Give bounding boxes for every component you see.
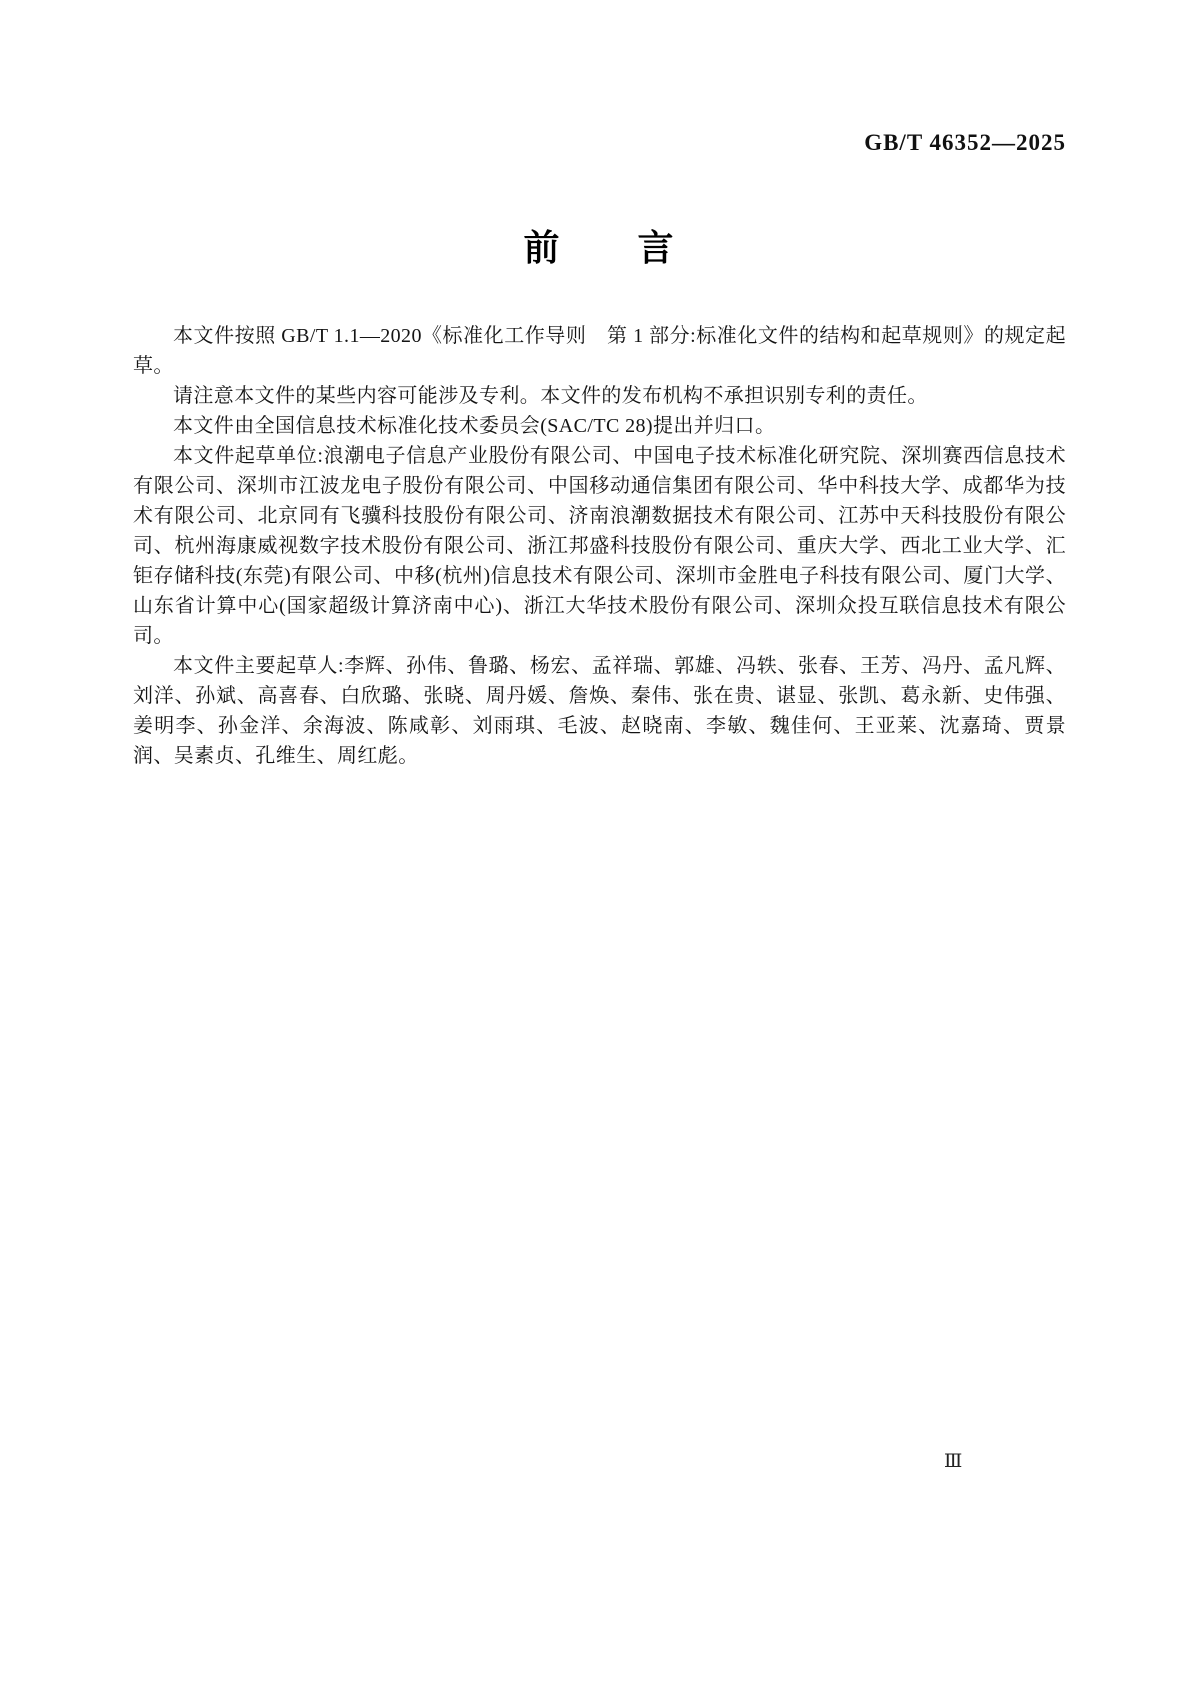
document-header (133, 130, 1066, 160)
standard-number: GB/T 46352—2025 (864, 130, 1066, 155)
foreword-title: 前 言 (523, 227, 676, 268)
paragraph-drafting-organizations: 本文件起草单位:浪潮电子信息产业股份有限公司、中国电子技术标准化研究院、深圳赛西信息技术有限公司、深圳市江波龙电子股份有限公司、中国移动通信集团有限公司、华中科技大学、成都华为技术有限公司、北京同有飞骥科技股份有限公司、济南浪潮数据技术有限公司、江苏中天科技股份有限公司、杭州海康威视数字技术股份有限公司、浙江邦盛科技股份有限公司、重庆大学、西北工业大学、汇钜存储科技(东莞)有限公司、中移(杭州)信息技术有限公司、深圳市金胜电子科技有限公司、厦门大学、山东省计算中心(国家超级计算济南中心)、浙江大华技术股份有限公司、深圳众投互联信息技术有限公司。 (133, 445, 1066, 647)
foreword-body (133, 321, 1066, 771)
paragraph-main-drafters: 本文件主要起草人:李辉、孙伟、鲁璐、杨宏、孟祥瑞、郭雄、冯轶、张春、王芳、冯丹、孟凡辉、刘洋、孙斌、高喜春、白欣璐、张晓、周丹媛、詹焕、秦伟、张在贵、谌显、张凯、葛永新、史伟强、姜明李、孙金洋、余海波、陈咸彰、刘雨琪、毛波、赵晓南、李敏、魏佳何、王亚莱、沈嘉琦、贾景润、吴素贞、孔维生、周红彪。 (133, 655, 1066, 767)
paragraph-drafting-rules: 本文件按照 GB/T 1.1—2020《标准化工作导则 第 1 部分:标准化文件的结构和起草规则》的规定起草。 (133, 325, 1066, 377)
paragraph-committee: 本文件由全国信息技术标准化技术委员会(SAC/TC 28)提出并归口。 (173, 415, 776, 437)
page-number: Ⅲ (944, 1451, 963, 1472)
paragraph-patent-notice: 请注意本文件的某些内容可能涉及专利。本文件的发布机构不承担识别专利的责任。 (173, 385, 928, 407)
